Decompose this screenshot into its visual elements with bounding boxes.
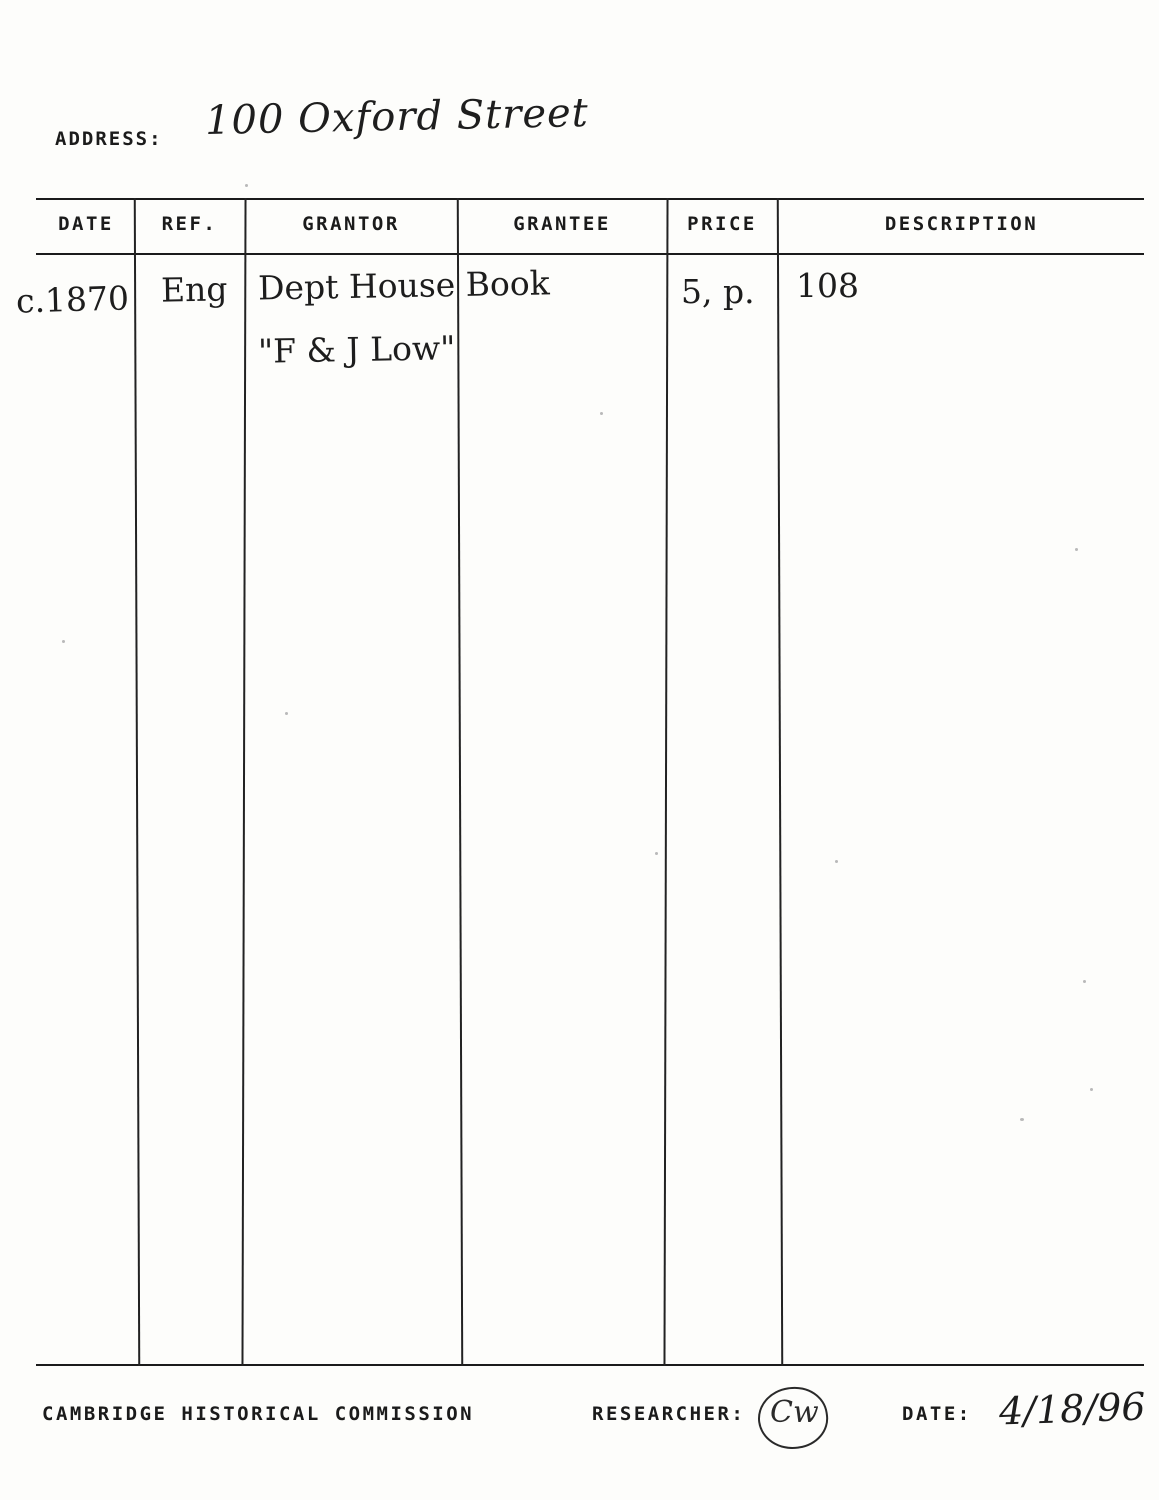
scan-speck bbox=[1020, 1118, 1024, 1121]
scan-speck bbox=[600, 412, 603, 415]
page-footer bbox=[36, 1384, 1147, 1465]
table-top-border bbox=[36, 198, 1144, 200]
researcher-signature bbox=[758, 1387, 842, 1449]
column-divider-3 bbox=[457, 198, 463, 1366]
address-label: ADDRESS: bbox=[55, 128, 163, 150]
cell-grantor-row-1-line-1: Dept House Book bbox=[257, 263, 551, 308]
cell-date-row-1: c.1870 bbox=[15, 278, 130, 321]
column-header-price: PRICE bbox=[687, 213, 757, 235]
scan-speck bbox=[62, 640, 65, 643]
cell-grantor-row-1-line-2: "F & J Low" bbox=[257, 328, 456, 371]
column-divider-4 bbox=[663, 198, 668, 1366]
scan-speck bbox=[245, 184, 248, 187]
column-divider-5 bbox=[777, 198, 783, 1366]
signature-initials: Cw bbox=[770, 1395, 819, 1430]
researcher-label: RESEARCHER: bbox=[592, 1403, 746, 1425]
column-header-grantor: GRANTOR bbox=[302, 213, 400, 235]
column-divider-2 bbox=[241, 198, 246, 1366]
column-header-description: DESCRIPTION bbox=[884, 213, 1039, 235]
records-table bbox=[15, 198, 1144, 1366]
table-header-border bbox=[36, 253, 1144, 255]
scan-speck bbox=[835, 860, 838, 863]
cell-description-row-1: 108 bbox=[796, 266, 859, 305]
column-header-date: DATE bbox=[58, 213, 114, 235]
cell-price-row-1: 5, p. bbox=[681, 272, 755, 311]
scan-speck bbox=[285, 712, 288, 715]
scan-speck bbox=[1075, 548, 1078, 551]
column-header-grantee: GRANTEE bbox=[513, 213, 611, 235]
address-value: 100 Oxford Street bbox=[204, 89, 590, 145]
column-divider-1 bbox=[134, 198, 140, 1366]
table-bottom-border bbox=[36, 1364, 1144, 1366]
organization-name: CAMBRIDGE HISTORICAL COMMISSION bbox=[42, 1403, 475, 1425]
column-header-ref: REF. bbox=[161, 213, 218, 235]
date-label: DATE: bbox=[902, 1403, 972, 1425]
scan-speck bbox=[655, 852, 658, 855]
scan-speck bbox=[1090, 1088, 1093, 1091]
cell-ref-row-1: Eng bbox=[160, 269, 228, 310]
date-value: 4/18/96 bbox=[998, 1384, 1147, 1434]
address-row bbox=[55, 89, 1115, 170]
scan-speck bbox=[1083, 980, 1086, 983]
